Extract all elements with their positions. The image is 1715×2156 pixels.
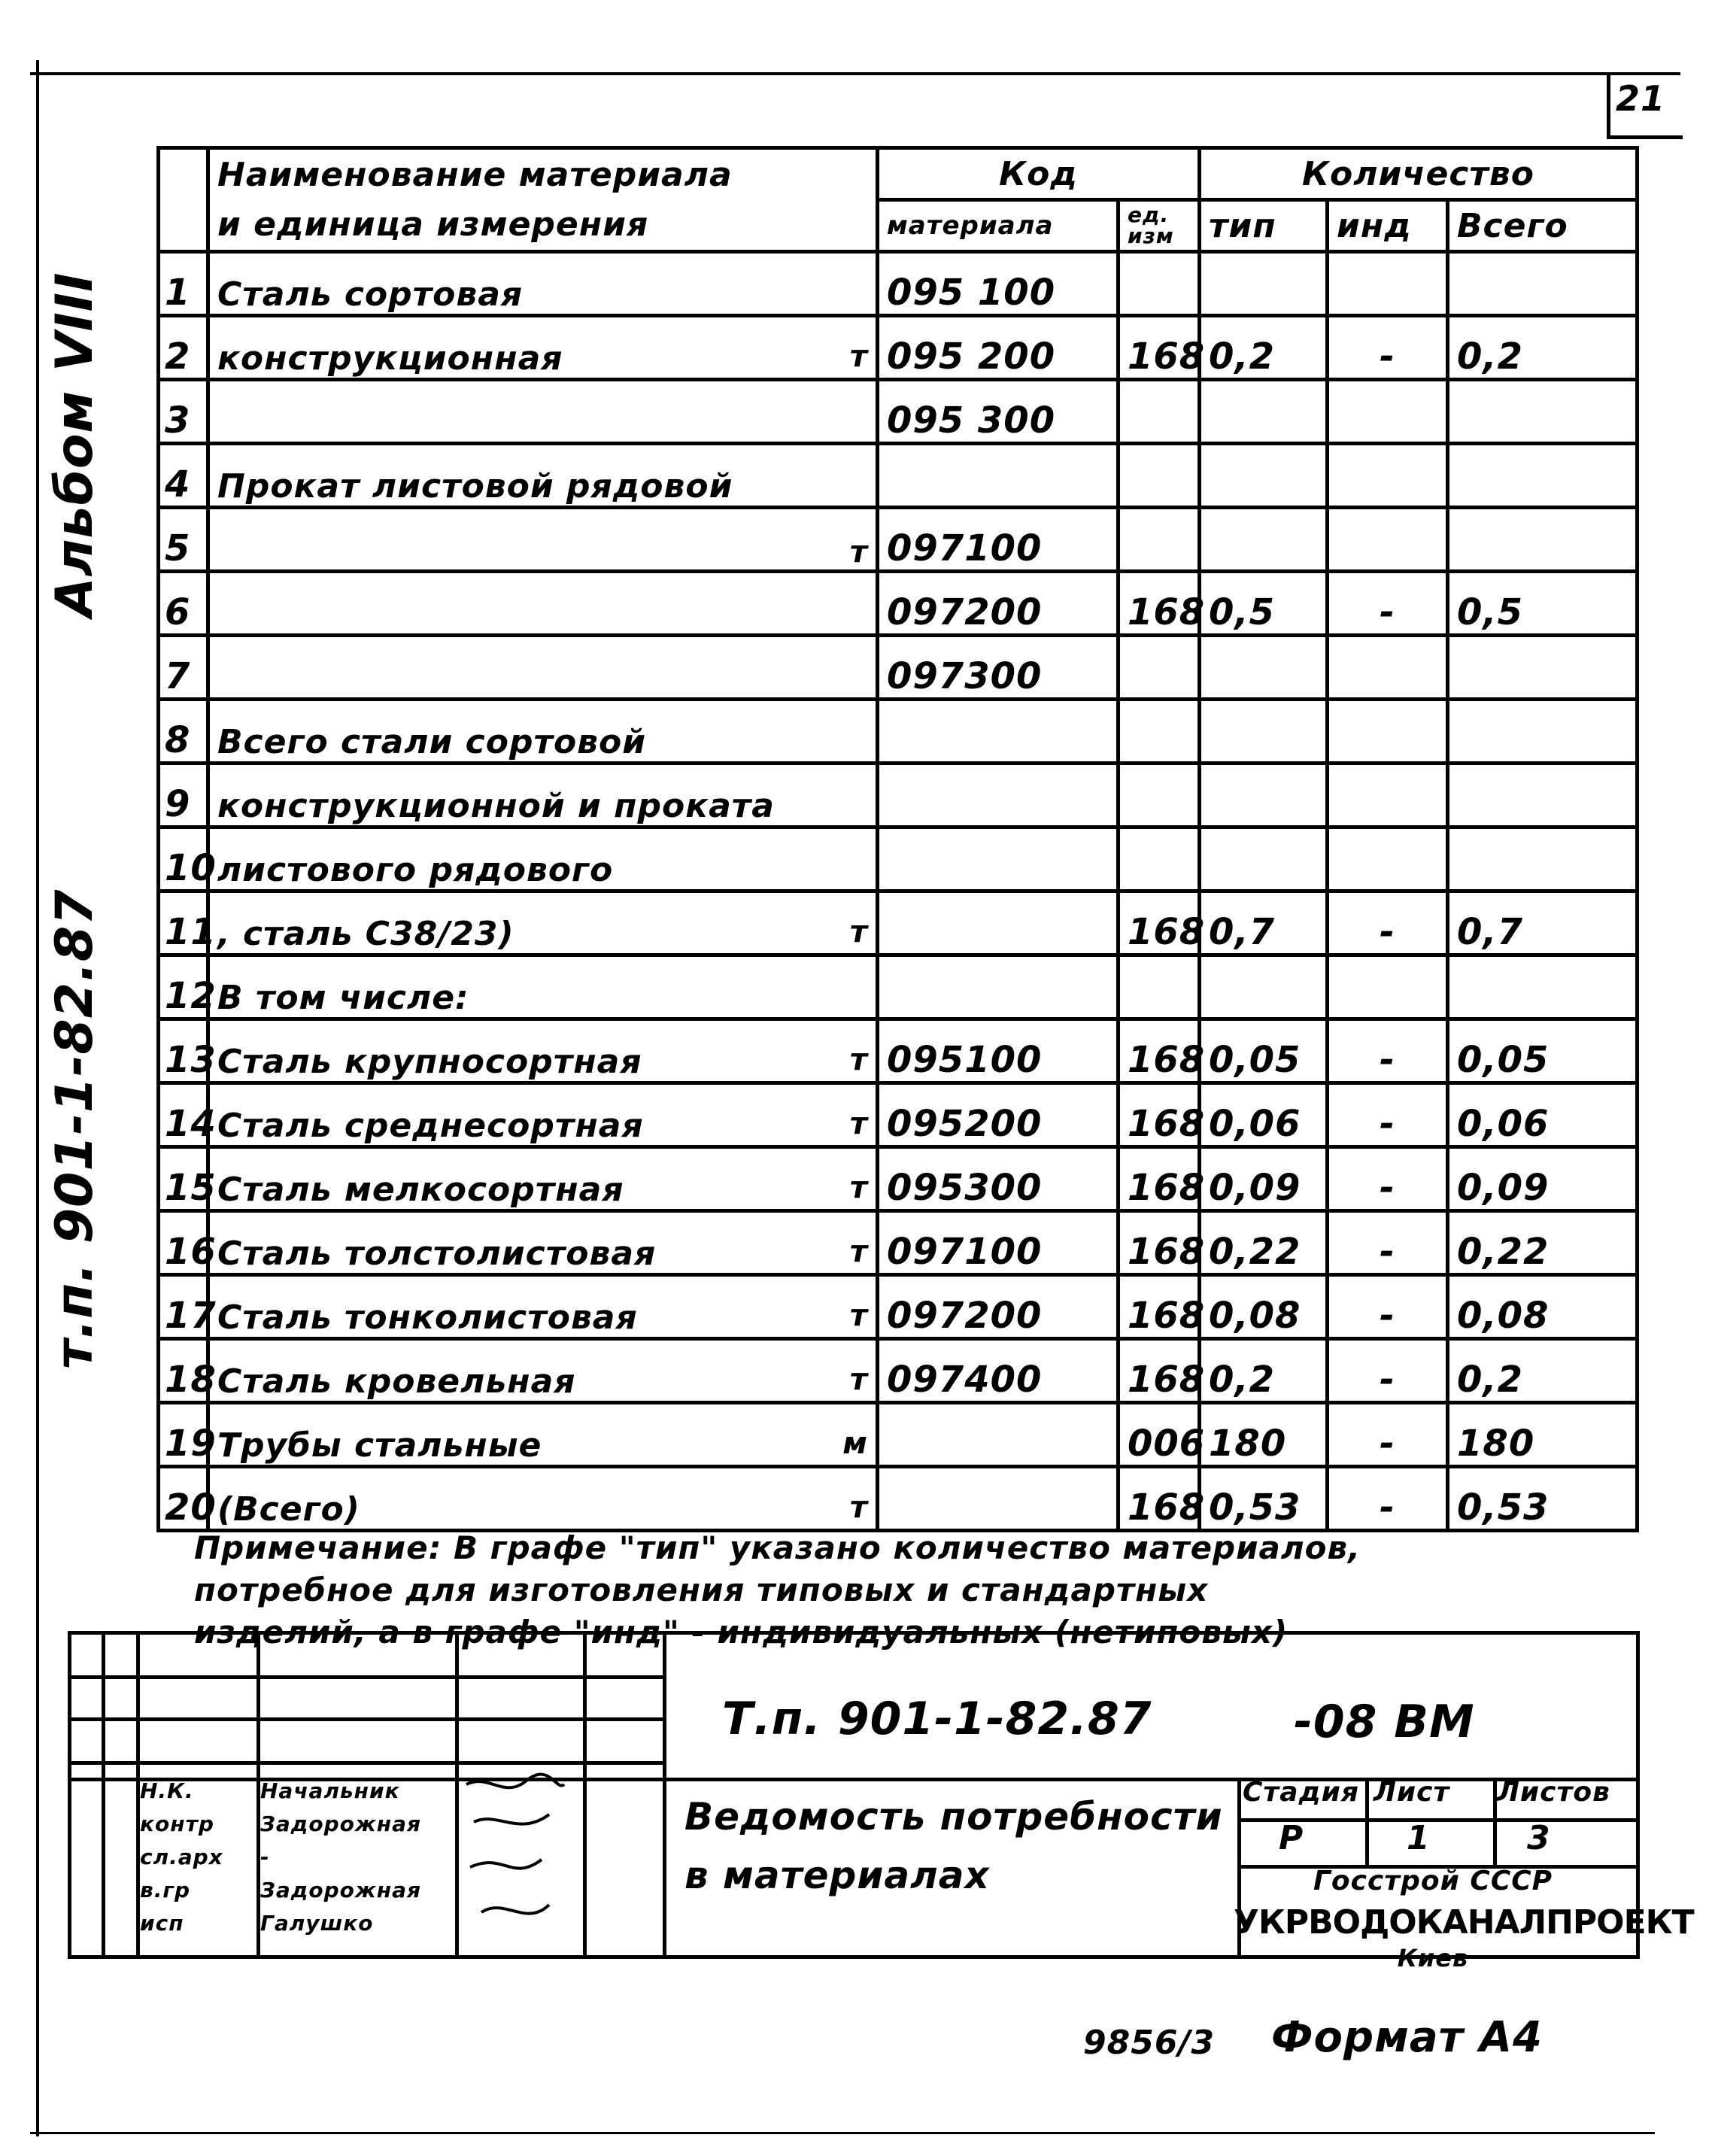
row-number: 6: [159, 572, 208, 636]
header-q-total: Всего: [1448, 200, 1638, 252]
material-code: [878, 955, 1119, 1019]
header-name-line2: и единица измерения: [208, 200, 878, 252]
unit-label: т: [849, 1234, 868, 1269]
row-number: 16: [159, 1211, 208, 1275]
row-number: 7: [159, 636, 208, 700]
stamp-divider: [71, 1717, 663, 1721]
quantity-typ: 180: [1200, 1403, 1328, 1467]
quantity-typ: [1200, 252, 1328, 316]
header-code-unit: ед. изм: [1119, 200, 1200, 252]
material-code: [878, 827, 1119, 891]
material-name: [208, 572, 878, 636]
stamp-divider: [1365, 1778, 1369, 1865]
signer-role: в.гр: [140, 1878, 191, 1902]
unit-code: 168: [1119, 891, 1200, 955]
signer-name: Задорожная: [260, 1811, 421, 1836]
material-name-text: конструкционная: [217, 339, 563, 378]
quantity-ind: -: [1328, 1211, 1448, 1275]
row-number: 2: [159, 316, 208, 380]
table-row: [159, 572, 1638, 636]
material-name-text: Трубы стальные: [217, 1426, 542, 1465]
material-code: [878, 444, 1119, 508]
unit-code: [1119, 636, 1200, 700]
quantity-total: [1448, 508, 1638, 572]
material-name: [208, 827, 878, 891]
quantity-total: 180: [1448, 1403, 1638, 1467]
quantity-ind: [1328, 827, 1448, 891]
quantity-total: [1448, 636, 1638, 700]
unit-label: т: [849, 1362, 868, 1397]
table-row: [159, 316, 1638, 380]
unit-code: 168: [1119, 1467, 1200, 1531]
quantity-typ: [1200, 955, 1328, 1019]
material-name: [208, 316, 878, 380]
row-number: 15: [159, 1147, 208, 1211]
material-name: [208, 380, 878, 444]
quantity-typ: [1200, 444, 1328, 508]
material-name-text: , сталь С38/23): [217, 915, 514, 953]
material-name-text: Сталь среднесортная: [217, 1107, 644, 1145]
unit-code: [1119, 700, 1200, 764]
quantity-typ: [1200, 827, 1328, 891]
material-name-text: Сталь мелкосортная: [217, 1171, 624, 1209]
material-name: [208, 1339, 878, 1403]
sheets-value: 3: [1527, 1819, 1551, 1857]
quantity-ind: -: [1328, 316, 1448, 380]
quantity-ind: -: [1328, 891, 1448, 955]
quantity-total: 0,05: [1448, 1019, 1638, 1083]
material-code: 097300: [878, 636, 1119, 700]
row-number: 12: [159, 955, 208, 1019]
unit-label: т: [849, 339, 868, 374]
material-code: 097200: [878, 1275, 1119, 1339]
material-name: [208, 1467, 878, 1531]
unit-code: [1119, 764, 1200, 827]
material-code: [878, 1467, 1119, 1531]
unit-code: 168: [1119, 1147, 1200, 1211]
signer-name: Начальник: [260, 1778, 400, 1803]
header-num: [159, 148, 208, 252]
quantity-typ: [1200, 764, 1328, 827]
material-name: [208, 1147, 878, 1211]
unit-code: 168: [1119, 1019, 1200, 1083]
frame-top-line: [30, 72, 1680, 75]
quantity-typ: 0,2: [1200, 316, 1328, 380]
signer-role: Н.К.: [140, 1778, 194, 1803]
row-number: 18: [159, 1339, 208, 1403]
header-code-material: материала: [878, 200, 1119, 252]
quantity-typ: 0,06: [1200, 1083, 1328, 1147]
quantity-typ: 0,22: [1200, 1211, 1328, 1275]
quantity-ind: [1328, 444, 1448, 508]
unit-code: [1119, 955, 1200, 1019]
unit-code: 168: [1119, 1275, 1200, 1339]
material-name-text: В том числе:: [217, 979, 469, 1017]
quantity-typ: 0,05: [1200, 1019, 1328, 1083]
quantity-ind: -: [1328, 1275, 1448, 1339]
quantity-total: [1448, 444, 1638, 508]
table-row: [159, 1403, 1638, 1467]
signer-role: контр: [140, 1811, 214, 1836]
material-name-text: Сталь толстолистовая: [217, 1234, 657, 1273]
format-label: Формат А4: [1271, 2013, 1543, 2062]
quantity-total: 0,2: [1448, 316, 1638, 380]
material-name: [208, 1211, 878, 1275]
stamp-title-line-1: Ведомость потребности: [684, 1795, 1223, 1839]
quantity-total: [1448, 700, 1638, 764]
header-row-1: [159, 148, 1638, 200]
quantity-ind: -: [1328, 1403, 1448, 1467]
quantity-total: [1448, 380, 1638, 444]
header-row-2: [159, 200, 1638, 252]
material-code: 095100: [878, 1019, 1119, 1083]
unit-code: [1119, 827, 1200, 891]
stamp-divider: [583, 1635, 587, 1955]
quantity-total: 0,5: [1448, 572, 1638, 636]
quantity-total: 0,22: [1448, 1211, 1638, 1275]
row-number: 9: [159, 764, 208, 827]
row-number: 4: [159, 444, 208, 508]
table-row: [159, 955, 1638, 1019]
inventory-number: 9856/3: [1083, 2024, 1216, 2062]
table-row: [159, 1339, 1638, 1403]
sheets-label: Листов: [1497, 1777, 1610, 1808]
material-code: 095200: [878, 1083, 1119, 1147]
quantity-total: 0,7: [1448, 891, 1638, 955]
table-row: [159, 827, 1638, 891]
quantity-ind: [1328, 252, 1448, 316]
quantity-typ: [1200, 380, 1328, 444]
quantity-ind: [1328, 508, 1448, 572]
signer-role: исп: [140, 1911, 184, 1936]
stamp-doc-suffix: -08 ВМ: [1294, 1696, 1475, 1748]
row-number: 3: [159, 380, 208, 444]
table-row: [159, 1147, 1638, 1211]
stamp-divider: [663, 1635, 666, 1955]
quantity-ind: [1328, 380, 1448, 444]
material-code: 097100: [878, 508, 1119, 572]
table-row: [159, 891, 1638, 955]
material-name: [208, 1403, 878, 1467]
quantity-ind: -: [1328, 1339, 1448, 1403]
unit-code: [1119, 508, 1200, 572]
material-name-text: Сталь кровельная: [217, 1362, 576, 1401]
material-name: [208, 1083, 878, 1147]
material-name: [208, 891, 878, 955]
material-code: 097400: [878, 1339, 1119, 1403]
row-number: 10: [159, 827, 208, 891]
unit-code: 168: [1119, 572, 1200, 636]
org-name: УКРВОДОКАНАЛПРОЕКТ: [1234, 1903, 1694, 1942]
row-number: 20: [159, 1467, 208, 1531]
frame-bottom-line: [30, 2132, 1655, 2134]
row-number: 8: [159, 700, 208, 764]
materials-table: [156, 146, 1639, 1532]
table-row: [159, 1211, 1638, 1275]
quantity-total: 0,08: [1448, 1275, 1638, 1339]
signer-name: Галушко: [260, 1911, 374, 1936]
quantity-typ: [1200, 636, 1328, 700]
material-name-text: Сталь сортовая: [217, 275, 524, 314]
material-code: [878, 700, 1119, 764]
unit-label: т: [849, 535, 868, 569]
quantity-total: 0,06: [1448, 1083, 1638, 1147]
row-number: 17: [159, 1275, 208, 1339]
material-name-text: Сталь крупносортная: [217, 1043, 642, 1081]
sheet-label: Лист: [1374, 1777, 1450, 1808]
unit-label: т: [849, 1171, 868, 1205]
table-row: [159, 700, 1638, 764]
material-code: 097100: [878, 1211, 1119, 1275]
material-code: 095300: [878, 1147, 1119, 1211]
material-code: 095 200: [878, 316, 1119, 380]
stage-value: Р: [1279, 1819, 1304, 1857]
quantity-total: [1448, 827, 1638, 891]
table-body: [159, 252, 1638, 1531]
quantity-typ: [1200, 700, 1328, 764]
material-name: [208, 444, 878, 508]
material-name: [208, 1019, 878, 1083]
row-number: 19: [159, 1403, 208, 1467]
material-name: [208, 764, 878, 827]
album-label: Альбом VIII: [45, 272, 105, 617]
material-name-text: Прокат листовой рядовой: [217, 467, 733, 506]
quantity-typ: 0,53: [1200, 1467, 1328, 1531]
signer-role: сл.арх: [140, 1845, 223, 1869]
quantity-ind: -: [1328, 1147, 1448, 1211]
header-q-typ: тип: [1200, 200, 1328, 252]
material-name: [208, 955, 878, 1019]
row-number: 11: [159, 891, 208, 955]
material-name-text: Всего стали сортовой: [217, 723, 647, 761]
material-name-text: листового рядового: [217, 851, 614, 889]
frame-left-line: [36, 60, 39, 2136]
stamp-divider: [102, 1635, 105, 1955]
unit-code: 006: [1119, 1403, 1200, 1467]
header-code: Код: [878, 148, 1200, 200]
quantity-typ: 0,7: [1200, 891, 1328, 955]
page-number: 21: [1616, 78, 1666, 119]
stamp-divider: [71, 1761, 663, 1765]
material-name: [208, 636, 878, 700]
quantity-ind: -: [1328, 572, 1448, 636]
material-code: [878, 1403, 1119, 1467]
row-number: 5: [159, 508, 208, 572]
unit-label: м: [842, 1426, 868, 1461]
table-row: [159, 636, 1638, 700]
table-row: [159, 1019, 1638, 1083]
org-city: Киев: [1397, 1944, 1469, 1972]
header-quantity: Количество: [1200, 148, 1638, 200]
quantity-ind: [1328, 764, 1448, 827]
org-ministry: Госстрой СССР: [1313, 1866, 1553, 1896]
unit-code: 168: [1119, 316, 1200, 380]
unit-code: [1119, 380, 1200, 444]
quantity-total: 0,53: [1448, 1467, 1638, 1531]
unit-code: 168: [1119, 1083, 1200, 1147]
stamp-title-line-2: в материалах: [684, 1854, 990, 1897]
signer-name: -: [260, 1845, 270, 1869]
table-row: [159, 252, 1638, 316]
quantity-total: [1448, 955, 1638, 1019]
quantity-typ: 0,08: [1200, 1275, 1328, 1339]
quantity-typ: 0,09: [1200, 1147, 1328, 1211]
quantity-typ: [1200, 508, 1328, 572]
signer-name: Задорожная: [260, 1878, 421, 1902]
unit-label: т: [849, 1107, 868, 1141]
table-row: [159, 380, 1638, 444]
row-number: 1: [159, 252, 208, 316]
material-name: [208, 700, 878, 764]
material-code: 097200: [878, 572, 1119, 636]
quantity-total: 0,09: [1448, 1147, 1638, 1211]
quantity-ind: -: [1328, 1083, 1448, 1147]
unit-code: [1119, 444, 1200, 508]
stage-label: Стадия: [1243, 1777, 1359, 1808]
quantity-total: [1448, 764, 1638, 827]
material-name-text: (Всего): [217, 1490, 360, 1529]
material-name: [208, 508, 878, 572]
table-row: [159, 764, 1638, 827]
quantity-typ: 0,5: [1200, 572, 1328, 636]
quantity-ind: -: [1328, 1467, 1448, 1531]
quantity-ind: -: [1328, 1019, 1448, 1083]
material-name: [208, 252, 878, 316]
table-row: [159, 1467, 1638, 1531]
note-line-3: изделий, а в графе "инд" - индивидуальных (нетиповых): [194, 1614, 1289, 1650]
unit-label: т: [849, 915, 868, 949]
unit-code: 168: [1119, 1211, 1200, 1275]
quantity-total: [1448, 252, 1638, 316]
stamp-doc-code: Т.п. 901-1-82.87: [722, 1693, 1152, 1745]
quantity-ind: [1328, 955, 1448, 1019]
material-code: 095 100: [878, 252, 1119, 316]
unit-label: т: [849, 1490, 868, 1525]
row-number: 13: [159, 1019, 208, 1083]
material-name-text: Сталь тонколистовая: [217, 1298, 638, 1337]
row-number: 14: [159, 1083, 208, 1147]
document-code-vertical: т.п. 901-1-82.87: [45, 888, 105, 1369]
unit-label: т: [849, 1043, 868, 1077]
sheet-value: 1: [1407, 1819, 1431, 1857]
quantity-ind: [1328, 636, 1448, 700]
quantity-typ: 0,2: [1200, 1339, 1328, 1403]
quantity-ind: [1328, 700, 1448, 764]
unit-code: 168: [1119, 1339, 1200, 1403]
header-name-line1: Наименование материала: [208, 148, 878, 200]
note-line-1: Примечание: В графе "тип" указано количество материалов,: [194, 1529, 1361, 1566]
stamp-divider: [71, 1675, 663, 1679]
note-line-2: потребное для изготовления типовых и стандартных: [194, 1571, 1209, 1608]
table-row: [159, 1275, 1638, 1339]
material-code: 095 300: [878, 380, 1119, 444]
quantity-total: 0,2: [1448, 1339, 1638, 1403]
header-q-ind: инд: [1328, 200, 1448, 252]
table-row: [159, 1083, 1638, 1147]
unit-label: т: [849, 1298, 868, 1333]
material-name: [208, 1275, 878, 1339]
signature-mark: [459, 1769, 572, 1942]
unit-code: [1119, 252, 1200, 316]
material-name-text: конструкционной и проката: [217, 787, 775, 825]
table-row: [159, 508, 1638, 572]
material-code: [878, 764, 1119, 827]
table-row: [159, 444, 1638, 508]
material-code: [878, 891, 1119, 955]
stamp-title: [684, 1787, 1223, 1905]
